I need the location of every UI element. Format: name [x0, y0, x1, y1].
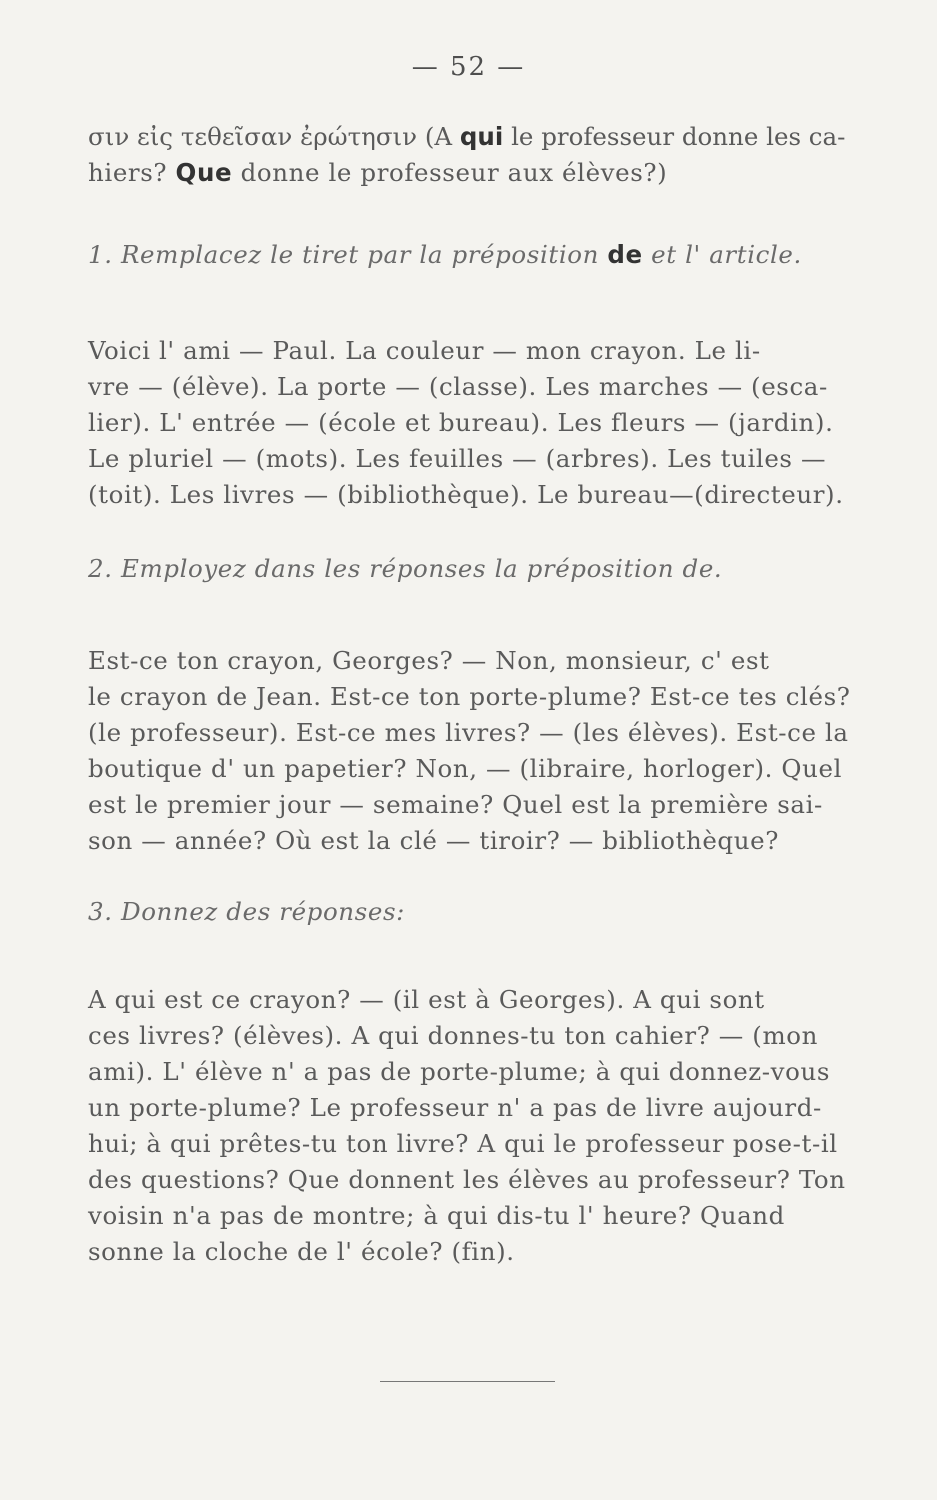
exercise-1-line: vre — (élève). La porte — (classe). Les marches — (esca-: [88, 372, 828, 401]
greek-text: σιν εἰς τεθεῖσαν ἐρώτησιν (: [88, 122, 435, 151]
exercise-3: [88, 897, 868, 1276]
exercise-1: [88, 240, 868, 519]
exercise-2-line: (le professeur). Est-ce mes livres? — (les élèves). Est-ce la: [88, 718, 849, 747]
exercise-3-line: des questions? Que donnent les élèves au professeur? Ton: [88, 1165, 846, 1194]
intro-start-2: hiers?: [88, 158, 176, 187]
de-bold: de: [607, 240, 643, 269]
exercise-3-line: hui; à qui prêtes-tu ton livre? A qui le professeur pose-t-il: [88, 1129, 838, 1158]
page-number: — 52 —: [411, 52, 526, 82]
exercise-1-line: Voici l' ami — Paul. La couleur — mon crayon. Le li-: [88, 336, 761, 365]
intro-line-1: [88, 122, 868, 161]
exercise-1-heading-b: et l' article.: [642, 240, 802, 269]
intro-rest-2: donne le professeur aux élèves?): [232, 158, 668, 187]
exercise-1-heading: [88, 240, 868, 279]
exercise-2-line: Est-ce ton crayon, Georges? — Non, monsieur, c' est: [88, 646, 770, 675]
exercise-3-line: A qui est ce crayon? — (il est à Georges). A qui sont: [88, 985, 765, 1014]
intro-line-2: [88, 158, 868, 197]
exercise-2-line: est le premier jour — semaine? Quel est la première sai-: [88, 790, 823, 819]
exercise-3-line: sonne la cloche de l' école? (fin).: [88, 1237, 515, 1266]
que-bold: Que: [175, 158, 233, 187]
exercise-2-line: boutique d' un papetier? Non, — (libraire, horloger). Quel: [88, 754, 843, 783]
exercise-3-line: voisin n'a pas de montre; à qui dis-tu l' heure? Quand: [88, 1201, 785, 1230]
exercise-2: [88, 554, 868, 865]
qui-bold: qui: [459, 122, 504, 151]
exercise-3-line: ces livres? (élèves). A qui donnes-tu ton cahier? — (mon: [88, 1021, 819, 1050]
intro-paragraph: [88, 122, 868, 197]
end-rule: [380, 1381, 555, 1382]
intro-rest-1: le professeur donne les ca-: [503, 122, 846, 151]
exercise-1-line: lier). L' entrée — (école et bureau). Les fleurs — (jardin).: [88, 408, 834, 437]
exercise-1-line: Le pluriel — (mots). Les feuilles — (arbres). Les tuiles —: [88, 444, 827, 473]
exercise-2-line: son — année? Où est la clé — tiroir? — bibliothèque?: [88, 826, 779, 855]
exercise-3-heading: 3. Donnez des réponses:: [88, 897, 405, 926]
exercise-3-line: ami). L' élève n' a pas de porte-plume; à qui donnez-vous: [88, 1057, 831, 1086]
exercise-2-heading: 2. Employez dans les réponses la préposition de.: [88, 554, 723, 583]
exercise-2-line: le crayon de Jean. Est-ce ton porte-plume? Est-ce tes clés?: [88, 682, 851, 711]
exercise-1-heading-a: 1. Remplacez le tiret par la préposition: [88, 240, 608, 269]
intro-a: A: [434, 122, 460, 151]
exercise-1-line: (toit). Les livres — (bibliothèque). Le bureau—(directeur).: [88, 480, 844, 509]
exercise-3-line: un porte-plume? Le professeur n' a pas de livre aujourd-: [88, 1093, 822, 1122]
